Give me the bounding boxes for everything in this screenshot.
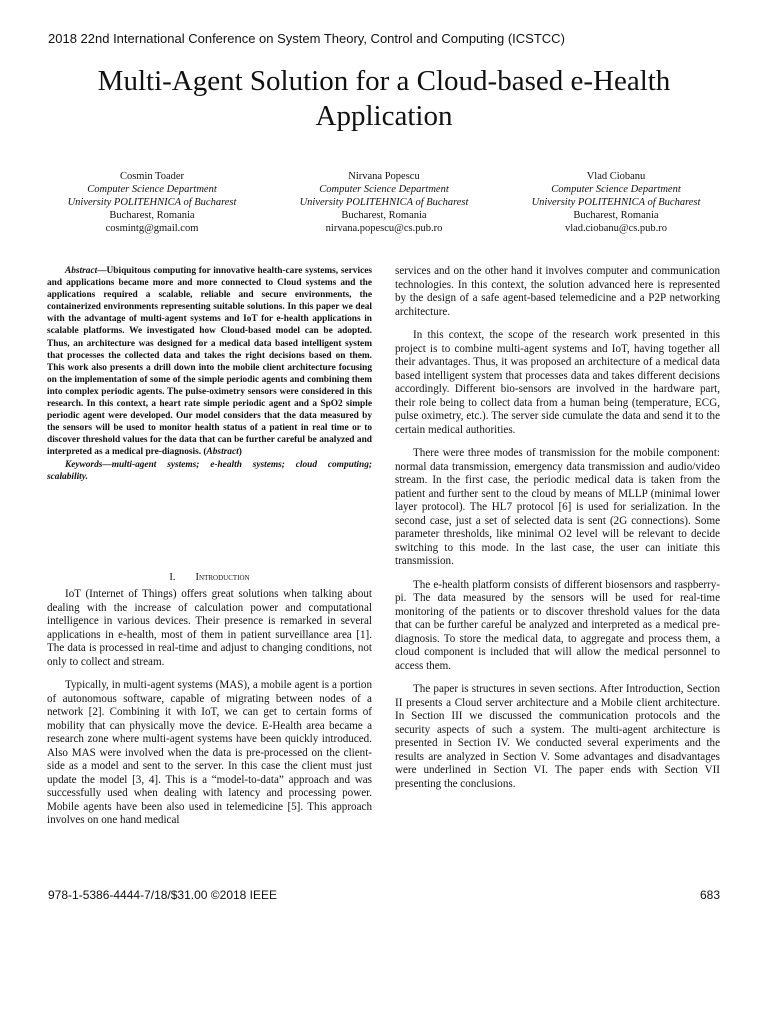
author-city: Bucharest, Romania bbox=[573, 210, 659, 221]
paragraph: In this context, the scope of the research work presented in this project is to combine multi-agent systems and IoT, having together all their advantages. Thus, it was proposed an architecture of a medical data based intelligent system that processes data and takes different decisions accordingly. Different bio-sensors are involved in the hardware part, their role being to collect data from a human being (temperature, ECG, pulse oximetry, etc.). The server side cumulate the data and send it to the certain medical authorities. bbox=[395, 329, 720, 436]
author-dept: Computer Science Department bbox=[551, 184, 681, 195]
author-name: Nirvana Popescu bbox=[348, 171, 420, 182]
paragraph: There were three modes of transmission for the mobile component: normal data transmission, emergency data transmission and audio/video stream. In the first case, the periodic medical data is taken from the patient and further sent to the cloud by means of MLLP (minimal lower layer protocol). The HL7 protocol [6] is used for serialization. In the second case, just a set of selected data is sent (2G connections). Some parameter thresholds, like minimal O2 level will be relevant to decide switching to this mode. In the last case, the user can initiate this transmission. bbox=[395, 447, 720, 567]
page-number: 683 bbox=[699, 888, 720, 902]
author-univ: University POLITEHNICA of Bucharest bbox=[531, 197, 701, 208]
author-city: Bucharest, Romania bbox=[341, 210, 427, 221]
author-email: vlad.ciobanu@cs.pub.ro bbox=[564, 223, 668, 234]
section-heading-introduction bbox=[47, 572, 372, 583]
author-email: cosmintg@gmail.com bbox=[105, 223, 199, 234]
abstract-close: ) bbox=[238, 447, 242, 458]
abstract-tag: Abstract bbox=[206, 447, 239, 458]
author-univ: University POLITEHNICA of Bucharest bbox=[67, 197, 237, 208]
left-column-top bbox=[47, 265, 372, 483]
author-block bbox=[284, 170, 484, 235]
author-block bbox=[52, 170, 252, 235]
footer-copyright: 978-1-5386-4444-7/18/$31.00 ©2018 IEEE bbox=[48, 888, 278, 902]
author-dept: Computer Science Department bbox=[87, 184, 217, 195]
abstract-lead: Abstract bbox=[65, 266, 98, 276]
paragraph: The e-health platform consists of different biosensors and raspberry-pi. The data measured by the sensors will be used for real-time monitoring of the patients or to discover threshold values for the data that can be further careful be analyzed and interpreted as a medical pre-diagnosis. To store the medical data, to aggregate and process them, a cloud component is included that will allow the medical personnel to access them. bbox=[395, 578, 720, 672]
author-name: Vlad Ciobanu bbox=[586, 171, 646, 182]
abstract-text: —Ubiquitous computing for innovative health-care systems, services and applications became more and more connected to Cloud systems and the applications required a scalable, reliable and secure environments, the containerized environments representing suitable solutions. In this paper we deal with the advantage of multi-agent systems and IoT for e-health applications in scalable platforms. We investigated how Cloud-based model can be adopted. Thus, an architecture was designed for a medical data based intelligent system that processes the collected data and takes the right decisions based on them. This work also presents a drill down into the mobile client architecture focusing on the implementation of some of the simple periodic agents and combining them into complex periodic agents. The pulse-oximetry sensors were considered in this research. In this context, a heart rate simple periodic agent and a SpO2 simple periodic agent were developed. Our model considers that the data measured by the sensors will be used to monitor health status of a patient in real time or to discover threshold values for the data that can be further careful be analyzed and interpreted as a medical pre-diagnosis. ( bbox=[47, 266, 372, 458]
paragraph: services and on the other hand it involves computer and communication technologies. In this context, the solution advanced here is represented by the design of a safe agent-based telemedicine and a P2P networking architecture. bbox=[395, 265, 720, 318]
section-number: I. bbox=[169, 572, 176, 583]
abstract bbox=[47, 265, 372, 459]
left-column-body bbox=[47, 588, 372, 838]
author-email: nirvana.popescu@cs.pub.ro bbox=[325, 223, 443, 234]
author-dept: Computer Science Department bbox=[319, 184, 449, 195]
paper-title: Multi-Agent Solution for a Cloud-based e-Health Application bbox=[97, 65, 671, 132]
right-column bbox=[395, 265, 720, 801]
author-city: Bucharest, Romania bbox=[109, 210, 195, 221]
author-univ: University POLITEHNICA of Bucharest bbox=[299, 197, 469, 208]
paragraph: The paper is structures in seven sections. After Introduction, Section II presents a Cloud server architecture and a Mobile client architecture. In Section III we discussed the communication protocols and the security aspects of such a system. The multi-agent architecture is presented in Section IV. We conducted several experiments and the results are analyzed in Section V. Some advantages and disadvantages were underlined in Section VI. The paper ends with Section VII presenting the conclusions. bbox=[395, 683, 720, 790]
author-block bbox=[516, 170, 716, 235]
paragraph: IoT (Internet of Things) offers great solutions when talking about dealing with the increase of calculation power and computational intelligence in various devices. Their presence is remarked in several applications in e-health, most of them in patient surveillance area [1]. The data is processed in real-time and adjust to changing conditions, not only to collect and stream. bbox=[47, 588, 372, 668]
conference-header: 2018 22nd International Conference on System Theory, Control and Computing (ICSTCC) bbox=[48, 31, 565, 46]
author-name: Cosmin Toader bbox=[119, 171, 185, 182]
section-name: Introduction bbox=[195, 572, 250, 583]
keywords: Keywords—multi-agent systems; e-health systems; cloud computing; scalability. bbox=[47, 459, 372, 482]
paragraph: Typically, in multi-agent systems (MAS), a mobile agent is a portion of autonomous software, capable of migrating between nodes of a network [2]. Combining it with IoT, we can get to certain forms of mobility that can physically move the device. E-Health area became a research zone where multi-agent systems have been quickly introduced. Also MAS were involved when the data is pre-processed on the client-side as a model and sent to the server. In this case the client must just update the model [3, 4]. This is a “model-to-data” approach and was successfully used when dealing with latency and processing power. Mobile agents have been also used in telemedicine [5]. This approach involves on one hand medical bbox=[47, 679, 372, 826]
